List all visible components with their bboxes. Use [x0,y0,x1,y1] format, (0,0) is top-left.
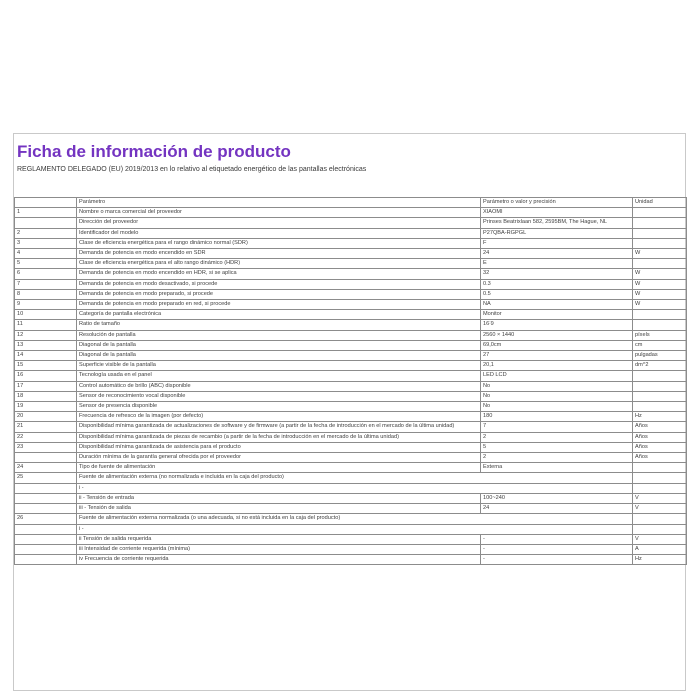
value-cell: No [481,402,633,412]
value-cell: 69,0cm [481,340,633,350]
row-number-cell: 6 [15,269,77,279]
parameter-cell: Clase de eficiencia energética para el rango dinámico normal (SDR) [77,238,481,248]
row-number-cell: 1 [15,208,77,218]
value-cell: - [481,544,633,554]
value-cell: 0.5 [481,289,633,299]
row-number-cell: 11 [15,320,77,330]
unit-cell: V [633,504,687,514]
value-cell: - [481,534,633,544]
table-row [15,330,687,340]
value-cell: E [481,259,633,269]
unit-cell: W [633,289,687,299]
table-row [15,524,687,534]
unit-cell [633,238,687,248]
unit-cell: W [633,269,687,279]
unit-cell: W [633,249,687,259]
table-row [15,228,687,238]
parameter-cell: Fuente de alimentación externa normalizada (o una adecuada, si no está incluida en la caja del producto) [77,514,633,524]
parameter-cell: ii Tensión de salida requerida [77,534,481,544]
value-cell: LED LCD [481,371,633,381]
parameter-cell: Tecnología usada en el panel [77,371,481,381]
unit-cell [633,391,687,401]
parameter-cell: Resolución de pantalla [77,330,481,340]
table-row [15,555,687,565]
unit-cell [633,514,687,524]
table-row [15,391,687,401]
table-row [15,442,687,452]
value-cell: 24 [481,249,633,259]
table-row [15,534,687,544]
page-subtitle: REGLAMENTO DELEGADO (EU) 2019/2013 en lo relativo al etiquetado energético de las pantallas electrónicas [17,166,367,173]
parameter-cell: Diagonal de la pantalla [77,351,481,361]
parameter-cell: Demanda de potencia en modo desactivado, si procede [77,279,481,289]
parameter-cell: Fuente de alimentación externa (no normalizada e incluida en la caja del producto) [77,473,633,483]
row-number-cell: 9 [15,300,77,310]
row-number-cell: 8 [15,289,77,299]
unit-cell [633,524,687,534]
parameter-cell: Clase de eficiencia energética para el alto rango dinámico (HDR) [77,259,481,269]
row-number-cell: 14 [15,351,77,361]
value-cell: Monitor [481,310,633,320]
row-number-cell: 15 [15,361,77,371]
table-row [15,473,687,483]
value-cell: 2 [481,453,633,463]
parameter-cell: Superficie visible de la pantalla [77,361,481,371]
unit-cell [633,473,687,483]
value-cell: 16∶9 [481,320,633,330]
table-row [15,544,687,554]
parameter-cell: Disponibilidad mínima garantizada de actualizaciones de software y de firmware (a partir de la fecha de introducción en el mercado de la última unidad) [77,422,481,432]
value-cell: 5 [481,442,633,452]
parameter-cell: iv Frecuencia de corriente requerida [77,555,481,565]
unit-cell [633,402,687,412]
row-number-cell: 18 [15,391,77,401]
value-cell: 20,1 [481,361,633,371]
parameter-cell: Categoría de pantalla electrónica [77,310,481,320]
table-row [15,412,687,422]
row-number-cell [15,218,77,228]
value-cell: - [481,555,633,565]
header-cell-number [15,198,77,208]
value-cell: 27 [481,351,633,361]
table-row [15,300,687,310]
unit-cell [633,208,687,218]
header-cell-unit: Unidad [633,198,687,208]
parameter-cell: Identificador del modelo [77,228,481,238]
parameter-cell: ii - Tensión de entrada [77,493,481,503]
header-cell-value: Parámetro o valor y precisión [481,198,633,208]
row-number-cell: 24 [15,463,77,473]
row-number-cell: 20 [15,412,77,422]
value-cell: 100~240 [481,493,633,503]
row-number-cell [15,504,77,514]
table-row [15,249,687,259]
row-number-cell [15,493,77,503]
table-row [15,514,687,524]
parameter-cell: Sensor de presencia disponible [77,402,481,412]
table-row [15,269,687,279]
value-cell: 0.3 [481,279,633,289]
value-cell: Externa [481,463,633,473]
value-cell: Prinses Beatrixlaan 582, 2595BM, The Hague, NL [481,218,633,228]
row-number-cell [15,555,77,565]
product-parameters-table [14,197,687,565]
unit-cell: pulgadas [633,351,687,361]
table-row [15,218,687,228]
row-number-cell [15,453,77,463]
unit-cell: Años [633,432,687,442]
parameter-cell: iii Intensidad de corriente requerida (mínima) [77,544,481,554]
row-number-cell: 10 [15,310,77,320]
table-row [15,208,687,218]
table-row [15,371,687,381]
row-number-cell: 5 [15,259,77,269]
value-cell: 32 [481,269,633,279]
unit-cell: cm [633,340,687,350]
parameter-cell: Frecuencia de refresco de la imagen (por defecto) [77,412,481,422]
table-row [15,504,687,514]
parameter-cell: Disponibilidad mínima garantizada de asistencia para el producto [77,442,481,452]
row-number-cell: 26 [15,514,77,524]
parameter-cell: Demanda de potencia en modo preparado en red, si procede [77,300,481,310]
row-number-cell: 2 [15,228,77,238]
table-row [15,361,687,371]
parameter-cell: Sensor de reconocimiento vocal disponible [77,391,481,401]
value-cell: 7 [481,422,633,432]
row-number-cell: 4 [15,249,77,259]
parameter-cell: Duración mínima de la garantía general ofrecida por el proveedor [77,453,481,463]
row-number-cell [15,483,77,493]
table-row [15,320,687,330]
table-row [15,351,687,361]
parameter-cell: Control automático de brillo (ABC) disponible [77,381,481,391]
table-row [15,310,687,320]
product-fiche-sheet [13,133,686,691]
value-cell: NA [481,300,633,310]
unit-cell: Años [633,442,687,452]
unit-cell: píxels [633,330,687,340]
unit-cell [633,483,687,493]
unit-cell: V [633,534,687,544]
row-number-cell [15,544,77,554]
row-number-cell: 25 [15,473,77,483]
value-cell: No [481,391,633,401]
table-row [15,289,687,299]
value-cell: 180 [481,412,633,422]
unit-cell: V [633,493,687,503]
row-number-cell: 22 [15,432,77,442]
row-number-cell: 12 [15,330,77,340]
unit-cell: W [633,279,687,289]
value-cell: XIAOMI [481,208,633,218]
value-cell: P27QBA-RGPGL [481,228,633,238]
unit-cell: Años [633,453,687,463]
unit-cell [633,310,687,320]
unit-cell: Hz [633,412,687,422]
row-number-cell [15,524,77,534]
unit-cell: dm^2 [633,361,687,371]
row-number-cell: 17 [15,381,77,391]
table-row [15,463,687,473]
parameter-cell: Dirección del proveedor [77,218,481,228]
page-title: Ficha de información de producto [17,142,291,161]
unit-cell [633,259,687,269]
table-row [15,493,687,503]
value-cell: No [481,381,633,391]
unit-cell [633,381,687,391]
parameter-cell: i - [77,483,633,493]
table-row [15,340,687,350]
parameter-cell: Ratio de tamaño [77,320,481,330]
unit-cell [633,228,687,238]
table-row [15,279,687,289]
table-row [15,432,687,442]
unit-cell: Hz [633,555,687,565]
unit-cell: Años [633,422,687,432]
parameter-cell: Demanda de potencia en modo preparado, si procede [77,289,481,299]
row-number-cell: 16 [15,371,77,381]
unit-cell [633,463,687,473]
parameter-cell: Nombre o marca comercial del proveedor [77,208,481,218]
row-number-cell: 19 [15,402,77,412]
table-row [15,453,687,463]
table-row [15,259,687,269]
row-number-cell: 13 [15,340,77,350]
row-number-cell: 3 [15,238,77,248]
unit-cell [633,218,687,228]
parameter-cell: Disponibilidad mínima garantizada de piezas de recambio (a partir de la fecha de introducción en el mercado de la última unidad) [77,432,481,442]
parameter-cell: Demanda de potencia en modo encendido en HDR, si se aplica [77,269,481,279]
unit-cell [633,320,687,330]
value-cell: 2560 × 1440 [481,330,633,340]
value-cell: 24 [481,504,633,514]
row-number-cell: 23 [15,442,77,452]
table-row [15,483,687,493]
value-cell: 2 [481,432,633,442]
row-number-cell: 7 [15,279,77,289]
value-cell: F [481,238,633,248]
table-body [15,208,687,565]
unit-cell: A [633,544,687,554]
parameter-cell: Demanda de potencia en modo encendido en SDR [77,249,481,259]
parameter-cell: Tipo de fuente de alimentación [77,463,481,473]
parameter-cell: Diagonal de la pantalla [77,340,481,350]
table-row [15,238,687,248]
header-cell-parameter: Parámetro [77,198,481,208]
table-row [15,422,687,432]
table-header-row [15,198,687,208]
table-row [15,402,687,412]
unit-cell [633,371,687,381]
unit-cell: W [633,300,687,310]
row-number-cell: 21 [15,422,77,432]
parameter-cell: i - [77,524,633,534]
parameter-cell: iii - Tensión de salida [77,504,481,514]
row-number-cell [15,534,77,544]
table-row [15,381,687,391]
